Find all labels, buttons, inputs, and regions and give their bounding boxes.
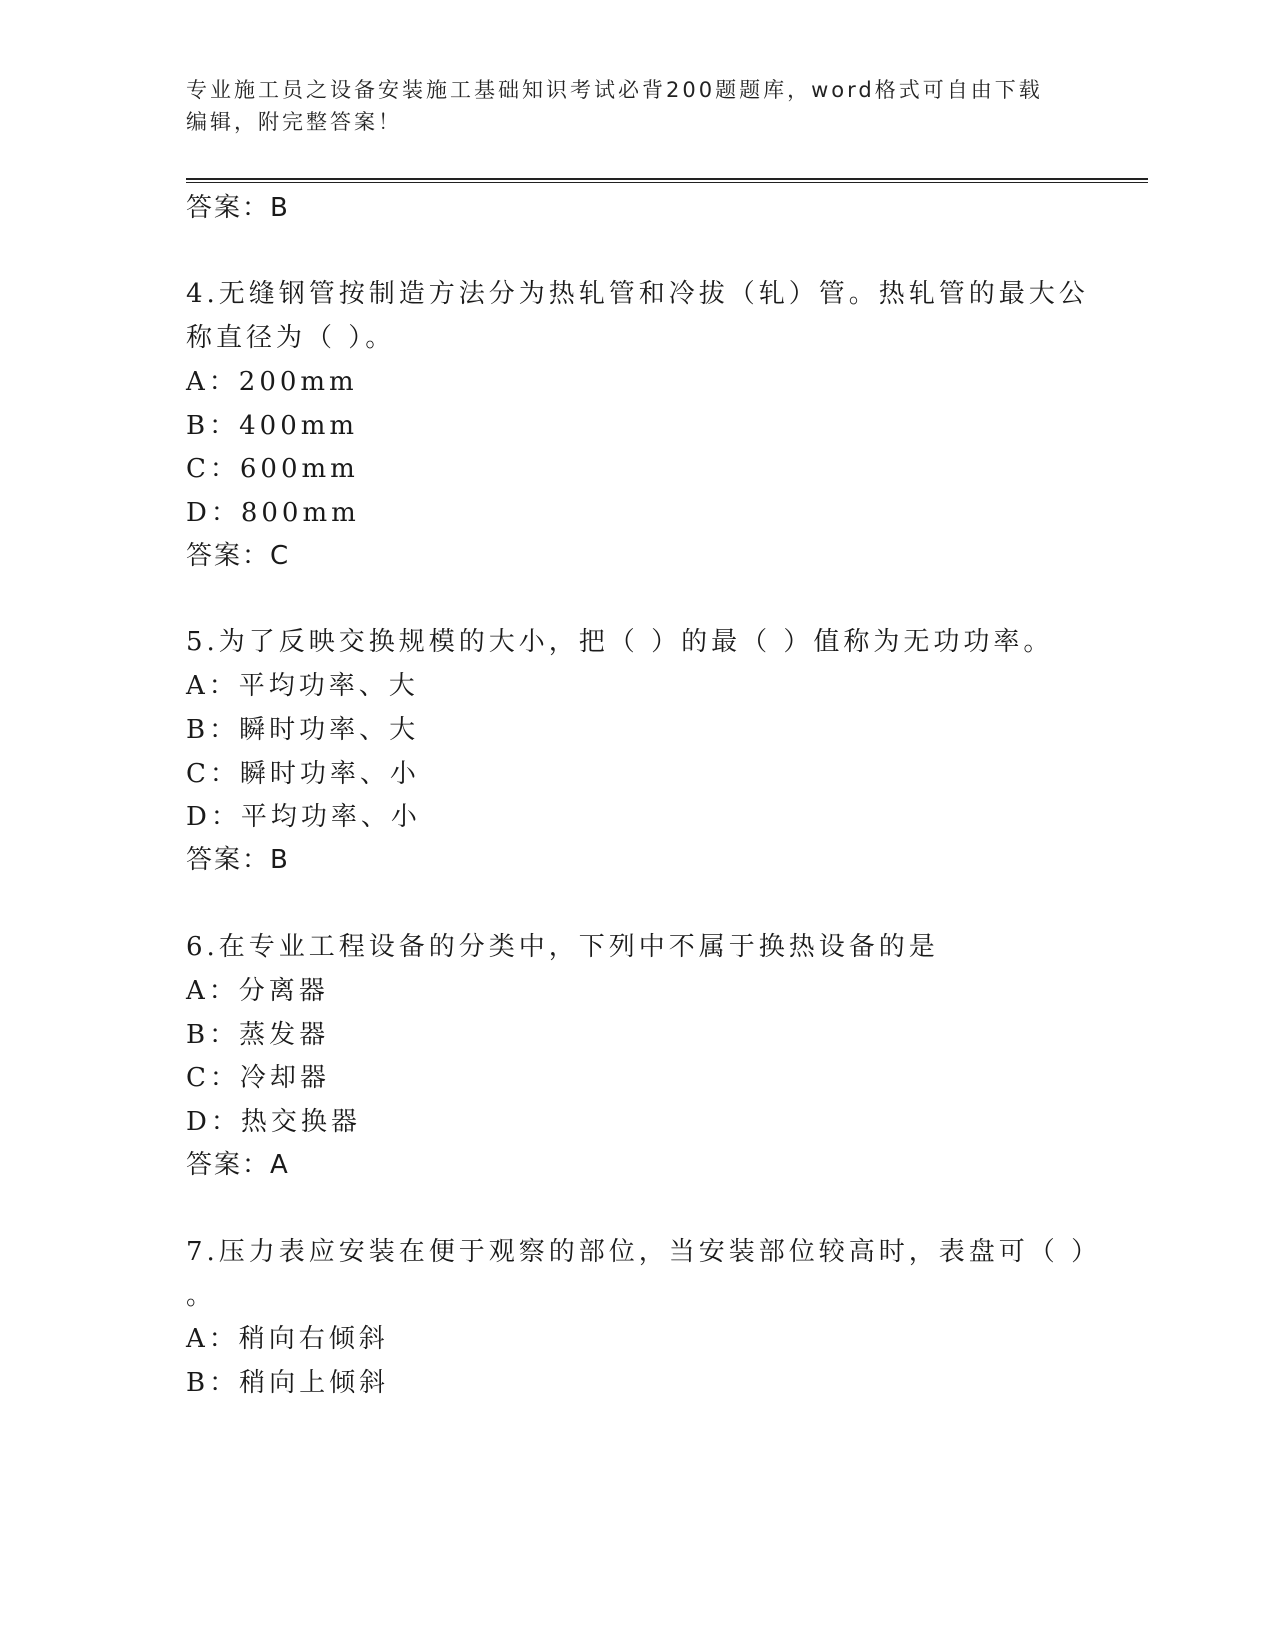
question-4-option-d: D：800mm — [186, 498, 360, 528]
question-7-stem-line-2: 。 — [186, 1281, 217, 1311]
question-4-stem-line-1: 4.无缝钢管按制造方法分为热轧管和冷拔（轧）管。热轧管的最大公 — [186, 279, 1089, 309]
question-6-answer: 答案：A — [186, 1150, 290, 1180]
question-5-option-a: A：平均功率、大 — [186, 671, 419, 701]
question-5-option-c: C：瞬时功率、小 — [186, 759, 420, 789]
question-5-answer: 答案：B — [186, 845, 290, 875]
question-6-option-c: C：冷却器 — [186, 1063, 330, 1093]
answer-line: 答案：B — [186, 193, 290, 223]
question-5-option-b: B：瞬时功率、大 — [186, 715, 420, 745]
header-title-line-2: 编辑，附完整答案！ — [186, 110, 402, 134]
header-divider-thin — [186, 182, 1148, 183]
question-7-option-a: A：稍向右倾斜 — [186, 1324, 389, 1354]
question-7-stem-line-1: 7.压力表应安装在便于观察的部位，当安装部位较高时，表盘可（ ） — [186, 1237, 1102, 1267]
question-6-option-a: A：分离器 — [186, 976, 329, 1006]
question-5-stem-line-1: 5.为了反映交换规模的大小，把（ ）的最（ ）值称为无功功率。 — [186, 627, 1054, 657]
header-title-line-1: 专业施工员之设备安装施工基础知识考试必背200题题库，word格式可自由下载 — [186, 78, 1043, 102]
question-4-option-c: C：600mm — [186, 454, 359, 484]
document-header — [186, 74, 1066, 138]
header-divider — [186, 178, 1148, 180]
question-4-option-b: B：400mm — [186, 411, 359, 441]
question-4-option-a: A：200mm — [186, 367, 358, 397]
question-6-stem-line-1: 6.在专业工程设备的分类中，下列中不属于换热设备的是 — [186, 932, 939, 962]
question-5-option-d: D：平均功率、小 — [186, 802, 421, 832]
question-4-stem-line-2: 称直径为（ ）。 — [186, 323, 396, 353]
question-6-option-b: B：蒸发器 — [186, 1020, 330, 1050]
question-6-option-d: D：热交换器 — [186, 1107, 361, 1137]
question-7-option-b: B：稍向上倾斜 — [186, 1368, 390, 1398]
question-4-answer: 答案：C — [186, 541, 291, 571]
